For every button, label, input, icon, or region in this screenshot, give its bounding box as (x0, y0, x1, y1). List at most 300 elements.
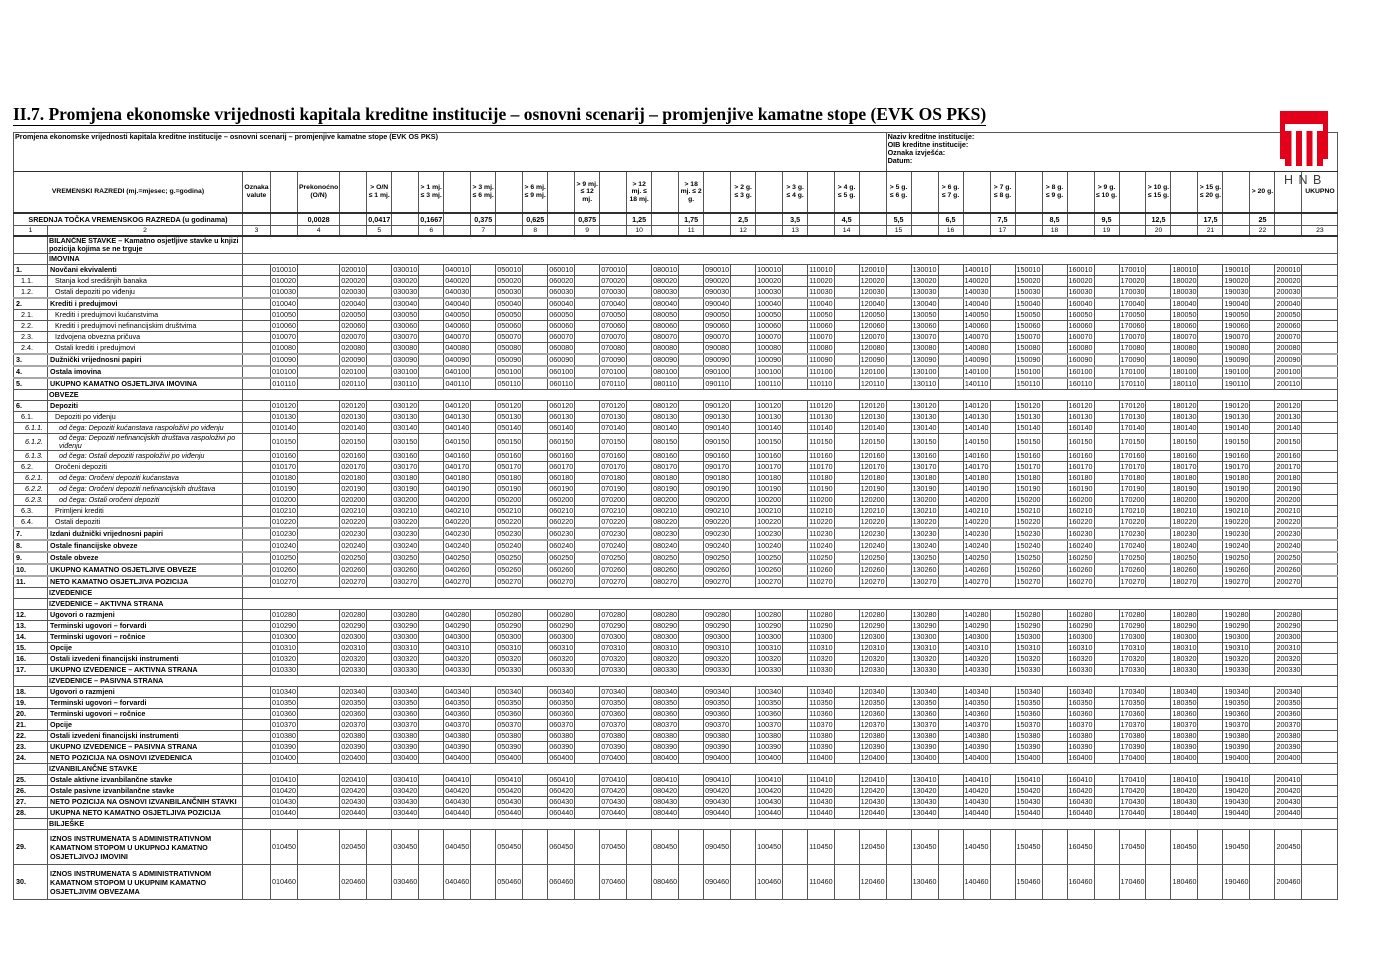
total-value-cell (1302, 830, 1338, 865)
position-code: 020080 (341, 343, 366, 352)
position-code: 060090 (549, 355, 574, 364)
position-code: 050240 (497, 541, 522, 550)
position-code: 100070 (757, 332, 782, 341)
section-row (14, 588, 1338, 599)
position-code: 060250 (549, 553, 574, 562)
position-code: 040060 (445, 321, 470, 330)
position-code: 150300 (1016, 632, 1041, 641)
column-number: 7 (471, 226, 496, 237)
value-cell (938, 775, 963, 786)
column-number: 2 (48, 226, 243, 237)
value-cell (731, 540, 756, 552)
column-number-spacer (1067, 226, 1094, 237)
total-value-cell (1302, 321, 1338, 332)
position-code: 140210 (964, 506, 989, 515)
position-code: 120190 (860, 484, 885, 493)
position-code: 060380 (549, 731, 574, 740)
position-code: 130130 (912, 412, 937, 421)
position-code: 180370 (1172, 720, 1197, 729)
position-code: 040450 (444, 830, 471, 865)
row-label: od čega: Oročeni depoziti nefinancijskih društava (48, 484, 243, 495)
position-code: 070070 (601, 332, 626, 341)
value-cell (1198, 808, 1223, 819)
position-code: 060360 (549, 709, 574, 718)
position-code: 170140 (1120, 423, 1145, 432)
position-code: 080170 (653, 462, 678, 471)
value-cell (886, 632, 911, 643)
position-code: 170100 (1120, 367, 1145, 376)
position-code: 050120 (497, 401, 522, 410)
row-number: 13. (14, 621, 48, 632)
value-cell (471, 731, 496, 742)
value-cell (1094, 366, 1119, 378)
value-cell (1250, 287, 1275, 299)
time-band-label: > 6 mj. ≤ 9 mj. (523, 172, 548, 214)
position-code: 080190 (653, 484, 678, 493)
total-value-cell (1302, 265, 1338, 276)
value-cell (938, 610, 963, 621)
position-code: 160400 (1068, 753, 1093, 762)
position-code: 130350 (912, 698, 937, 707)
value-cell (1042, 621, 1067, 632)
value-cell (1250, 552, 1275, 564)
value-cell (523, 451, 548, 462)
position-code: 140440 (964, 808, 989, 817)
position-code: 190270 (1224, 577, 1249, 586)
column-number-spacer (704, 226, 731, 237)
value-cell (938, 632, 963, 643)
position-code: 050390 (497, 742, 522, 751)
position-code: 100320 (757, 654, 782, 663)
row-label: Terminski ugovori – ročnice (48, 632, 243, 643)
value-cell (1250, 298, 1275, 310)
value-cell (1198, 354, 1223, 366)
position-code: 150320 (1016, 654, 1041, 663)
position-code: 140180 (964, 473, 989, 482)
institution-field-label: Oznaka izvješća: (887, 148, 946, 157)
position-code: 120040 (860, 299, 885, 308)
value-cell (834, 517, 859, 529)
value-cell (627, 742, 652, 753)
position-code: 080390 (653, 742, 678, 751)
position-code: 100360 (757, 709, 782, 718)
value-cell (834, 687, 859, 698)
value-cell (1250, 709, 1275, 720)
value-cell (834, 552, 859, 564)
row-label: od čega: Depoziti nefinancijskih društava raspoloživi po viđenju (48, 434, 243, 451)
value-cell (1042, 423, 1067, 434)
total-value-cell (1302, 797, 1338, 808)
total-value-cell (1302, 412, 1338, 423)
value-cell (1198, 517, 1223, 529)
position-code: 080210 (653, 506, 678, 515)
value-cell (523, 540, 548, 552)
value-cell (1094, 276, 1119, 287)
position-code: 050420 (497, 786, 522, 795)
value-cell (731, 786, 756, 797)
row-number: 2.2. (14, 321, 48, 332)
midpoint-value: 0,0417 (368, 214, 391, 224)
currency-cell (243, 643, 271, 654)
row-label: Ostale pasivne izvanbilančne stavke (48, 786, 243, 797)
position-code: 010240 (272, 541, 296, 550)
currency-cell (243, 332, 271, 343)
position-code: 140270 (964, 577, 989, 586)
position-code: 050080 (497, 343, 522, 352)
value-cell (297, 265, 339, 276)
column-number: 12 (731, 226, 756, 237)
midpoint-code-cell (756, 213, 783, 226)
value-cell (523, 401, 548, 412)
value-cell (1146, 298, 1171, 310)
value-cell (1094, 321, 1119, 332)
total-value-cell (1302, 576, 1338, 588)
midpoint-currency-cell (243, 213, 271, 226)
position-code: 070350 (601, 698, 626, 707)
column-number: 16 (938, 226, 963, 237)
hnb-logo (1280, 111, 1350, 187)
position-code: 110020 (809, 276, 833, 285)
value-cell (1042, 276, 1067, 287)
value-cell (1042, 401, 1067, 412)
position-code: 030160 (393, 451, 418, 460)
position-code: 110050 (809, 310, 833, 319)
position-code: 190230 (1224, 529, 1249, 538)
position-code: 040120 (445, 401, 470, 410)
value-cell (834, 298, 859, 310)
position-code: 040440 (445, 808, 470, 817)
row-number: 10. (14, 564, 48, 576)
value-cell (990, 654, 1015, 665)
row-label: Primljeni krediti (48, 506, 243, 517)
value-cell (471, 354, 496, 366)
position-code: 050460 (496, 865, 523, 900)
value-cell (938, 366, 963, 378)
position-code: 080280 (653, 610, 678, 619)
position-code: 180330 (1172, 665, 1197, 674)
position-code: 170170 (1120, 462, 1145, 471)
value-cell (679, 808, 704, 819)
row-label: Ugovori o razmjeni (48, 687, 243, 698)
position-code: 020360 (341, 709, 366, 718)
table-row (14, 775, 1338, 786)
value-cell (886, 343, 911, 355)
total-value-cell (1302, 343, 1338, 355)
value-cell (1198, 643, 1223, 654)
position-code: 110160 (809, 451, 833, 460)
total-value-cell (1302, 276, 1338, 287)
position-code: 010310 (272, 643, 296, 652)
column-number: 19 (1094, 226, 1119, 237)
value-cell (834, 310, 859, 321)
value-cell (1094, 775, 1119, 786)
position-code: 070320 (601, 654, 626, 663)
section-label: IMOVINA (48, 254, 243, 265)
row-label: od čega: Depoziti kućanstava raspoloživi po viđenju (48, 423, 243, 434)
position-code: 120360 (860, 709, 885, 718)
value-cell (886, 797, 911, 808)
value-cell (419, 462, 444, 473)
currency-cell (243, 265, 271, 276)
value-cell (471, 720, 496, 731)
position-code: 170160 (1120, 451, 1145, 460)
position-code: 010450 (271, 830, 298, 865)
value-cell (679, 473, 704, 484)
position-code: 170400 (1120, 753, 1145, 762)
value-cell (419, 412, 444, 423)
position-code: 130010 (912, 265, 937, 274)
row-label: Stanja kod središnjih banaka (48, 276, 243, 287)
value-cell (731, 564, 756, 576)
column-number-spacer (496, 226, 523, 237)
total-value-cell (1302, 366, 1338, 378)
column-number: 1 (14, 226, 48, 237)
value-cell (419, 865, 444, 900)
value-cell (938, 552, 963, 564)
position-code: 180040 (1172, 299, 1197, 308)
position-code: 020070 (341, 332, 366, 341)
value-cell (297, 709, 339, 720)
value-cell (1198, 540, 1223, 552)
position-code: 170080 (1120, 343, 1145, 352)
position-code: 020440 (341, 808, 366, 817)
value-cell (783, 401, 808, 412)
value-cell (575, 310, 600, 321)
position-code: 130240 (912, 541, 937, 550)
position-code: 170130 (1120, 412, 1145, 421)
position-code: 140240 (964, 541, 989, 550)
position-code: 070140 (601, 423, 626, 432)
position-code: 160080 (1068, 343, 1093, 352)
position-code: 010360 (272, 709, 296, 718)
position-code: 130400 (912, 753, 937, 762)
value-cell (523, 484, 548, 495)
currency-cell (243, 423, 271, 434)
value-cell (1198, 576, 1223, 588)
position-code: 110260 (809, 565, 833, 574)
position-code: 040330 (445, 665, 470, 674)
row-number: 16. (14, 654, 48, 665)
value-cell (1198, 484, 1223, 495)
row-number: 6.3. (14, 506, 48, 517)
value-cell (1094, 378, 1119, 390)
midpoint-code-cell (548, 213, 575, 226)
position-code: 190210 (1224, 506, 1249, 515)
total-value-cell (1302, 495, 1338, 506)
value-cell (1042, 775, 1067, 786)
value-cell (1250, 434, 1275, 451)
value-cell (297, 495, 339, 506)
position-code: 010100 (272, 367, 296, 376)
position-code: 060080 (549, 343, 574, 352)
position-code: 160420 (1068, 786, 1093, 795)
row-number-cell (14, 390, 48, 401)
value-cell (886, 698, 911, 709)
value-cell (990, 528, 1015, 540)
position-code: 180260 (1172, 565, 1197, 574)
time-band-label: > 8 g. ≤ 9 g. (1042, 172, 1067, 214)
value-cell (731, 808, 756, 819)
time-band-label: > 15 g. ≤ 20 g. (1198, 172, 1223, 214)
value-cell (367, 621, 392, 632)
position-code: 090170 (705, 462, 730, 471)
position-code: 050300 (497, 632, 522, 641)
value-cell (419, 643, 444, 654)
value-cell (627, 354, 652, 366)
value-cell (834, 775, 859, 786)
position-code: 200280 (1276, 610, 1301, 619)
position-code: 160280 (1068, 610, 1093, 619)
position-code: 170450 (1119, 830, 1146, 865)
value-cell (990, 451, 1015, 462)
position-code: 050040 (497, 299, 522, 308)
position-code: 060320 (549, 654, 574, 663)
currency-cell (243, 495, 271, 506)
value-cell (1250, 484, 1275, 495)
position-code: 130300 (912, 632, 937, 641)
value-cell (679, 753, 704, 764)
table-row (14, 540, 1338, 552)
position-code: 030210 (393, 506, 418, 515)
position-code: 140080 (964, 343, 989, 352)
value-cell (1250, 495, 1275, 506)
position-code: 110220 (809, 517, 833, 526)
position-code: 040430 (445, 797, 470, 806)
midpoint-code-cell (704, 213, 731, 226)
value-cell (1094, 298, 1119, 310)
value-cell (834, 506, 859, 517)
value-cell (1250, 610, 1275, 621)
value-cell (990, 506, 1015, 517)
value-cell (419, 621, 444, 632)
value-cell (627, 654, 652, 665)
table-row (14, 830, 1338, 865)
table-row (14, 423, 1338, 434)
value-cell (783, 434, 808, 451)
value-cell (627, 287, 652, 299)
midpoint-code-cell (1223, 213, 1250, 226)
value-cell (297, 366, 339, 378)
value-cell (1146, 287, 1171, 299)
column-number: 9 (575, 226, 600, 237)
value-cell (1198, 310, 1223, 321)
total-value-cell (1302, 517, 1338, 529)
position-code: 080160 (653, 451, 678, 460)
position-code: 140100 (964, 367, 989, 376)
position-code: 100190 (757, 484, 782, 493)
position-code: 050140 (497, 423, 522, 432)
value-cell (1198, 775, 1223, 786)
position-code: 120080 (860, 343, 885, 352)
value-cell (990, 775, 1015, 786)
position-code: 020270 (341, 577, 366, 586)
column-number: 3 (243, 226, 271, 237)
value-cell (1042, 540, 1067, 552)
value-cell (783, 332, 808, 343)
value-cell (471, 552, 496, 564)
value-cell (783, 354, 808, 366)
column-number: 5 (367, 226, 392, 237)
value-cell (731, 495, 756, 506)
column-number: 8 (523, 226, 548, 237)
value-cell (1094, 632, 1119, 643)
value-cell (1250, 354, 1275, 366)
currency-cell (243, 310, 271, 321)
position-code: 170200 (1120, 495, 1145, 504)
position-code: 100090 (757, 355, 782, 364)
position-code: 110300 (809, 632, 833, 641)
total-value-cell (1302, 528, 1338, 540)
value-cell (523, 462, 548, 473)
value-cell (575, 720, 600, 731)
value-cell (938, 687, 963, 698)
position-code: 020130 (341, 412, 366, 421)
value-cell (575, 830, 600, 865)
row-label: Dužnički vrijednosni papiri (48, 354, 243, 366)
position-code: 110370 (809, 720, 833, 729)
value-cell (1198, 709, 1223, 720)
position-code: 170430 (1120, 797, 1145, 806)
value-cell (1198, 506, 1223, 517)
position-code: 090050 (705, 310, 730, 319)
value-cell (731, 354, 756, 366)
value-cell (367, 495, 392, 506)
position-code: 040410 (445, 775, 470, 784)
value-cell (990, 265, 1015, 276)
value-cell (471, 621, 496, 632)
section-row (14, 599, 1338, 610)
position-code: 180450 (1171, 830, 1198, 865)
total-column-label: UKUPNO (1302, 172, 1338, 214)
value-cell (297, 865, 339, 900)
position-code: 160240 (1068, 541, 1093, 550)
value-cell (679, 528, 704, 540)
position-code: 030040 (393, 299, 418, 308)
position-code: 140040 (964, 299, 989, 308)
value-cell (575, 401, 600, 412)
value-cell (367, 643, 392, 654)
value-cell (575, 753, 600, 764)
position-code: 100150 (756, 434, 783, 451)
position-code: 150050 (1016, 310, 1041, 319)
position-code: 200390 (1276, 742, 1301, 751)
position-code: 020400 (341, 753, 366, 762)
value-cell (886, 610, 911, 621)
value-cell (886, 462, 911, 473)
code-subcolumn-header (1119, 172, 1146, 214)
value-cell (627, 495, 652, 506)
value-cell (1198, 366, 1223, 378)
value-cell (783, 276, 808, 287)
position-code: 170230 (1120, 529, 1145, 538)
position-code: 190360 (1224, 709, 1249, 718)
position-code: 080100 (653, 367, 678, 376)
row-number: 11. (14, 576, 48, 588)
position-code: 190160 (1224, 451, 1249, 460)
position-code: 140020 (964, 276, 989, 285)
code-subcolumn-header (271, 172, 298, 214)
value-cell (1094, 786, 1119, 797)
position-code: 070220 (601, 517, 626, 526)
position-code: 110380 (809, 731, 833, 740)
position-code: 110270 (809, 577, 833, 586)
position-code: 020040 (341, 299, 366, 308)
position-code: 150280 (1016, 610, 1041, 619)
value-cell (938, 564, 963, 576)
value-cell (1042, 332, 1067, 343)
value-cell (575, 865, 600, 900)
value-cell (1198, 265, 1223, 276)
